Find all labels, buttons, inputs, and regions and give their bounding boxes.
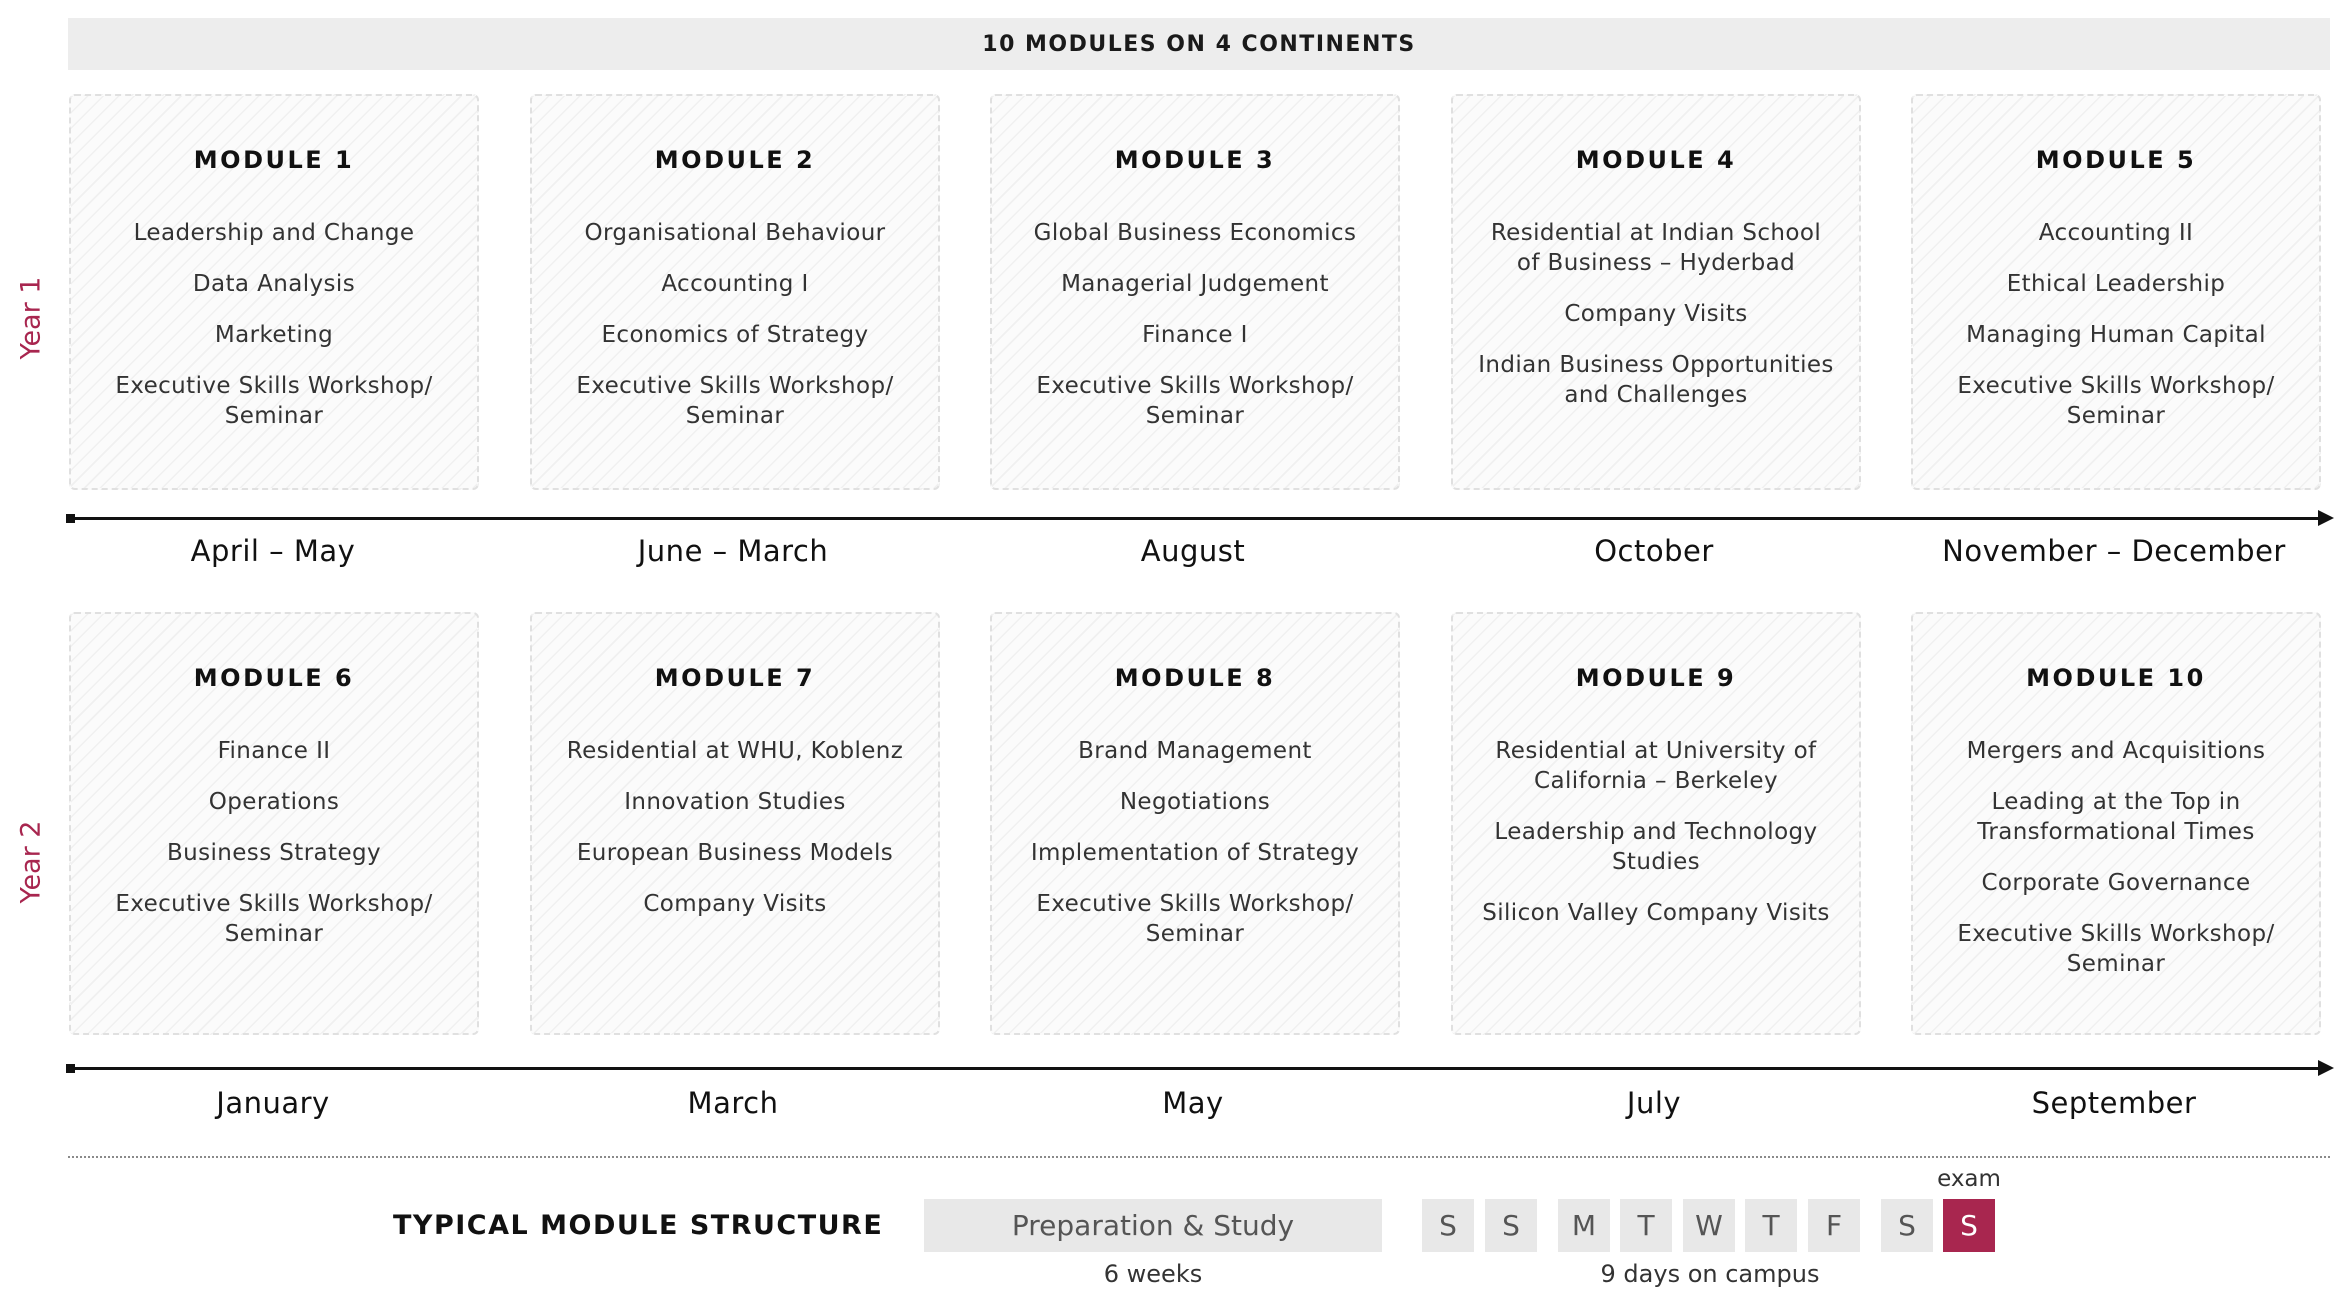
- page-banner: 10 MODULES ON 4 CONTINENTS: [68, 18, 2330, 70]
- module-course: Executive Skills Workshop/ Seminar: [115, 891, 433, 947]
- preparation-bar: Preparation & Study: [924, 1199, 1382, 1252]
- module-course: Leadership and Change: [133, 220, 415, 246]
- module-course: Innovation Studies: [624, 789, 846, 815]
- module-title: MODULE 6: [193, 664, 355, 692]
- module-course: Operations: [208, 789, 340, 815]
- timeline-month-label: October: [1594, 534, 1714, 568]
- module-course: Residential at WHU, Koblenz: [566, 738, 904, 764]
- timeline-month-label: April – May: [190, 534, 356, 568]
- timeline-month-label: September: [2031, 1086, 2197, 1120]
- module-course: Executive Skills Workshop/ Seminar: [1036, 891, 1354, 947]
- timeline-month-label: November – December: [1942, 534, 2286, 568]
- campus-day-box: S: [1422, 1199, 1474, 1252]
- module-course: Company Visits: [643, 891, 827, 917]
- module-course: Executive Skills Workshop/ Seminar: [115, 373, 433, 429]
- section-divider: [68, 1156, 2330, 1158]
- module-title: MODULE 3: [1114, 146, 1276, 174]
- campus-day-box: F: [1808, 1199, 1860, 1252]
- module-course: Leading at the Top in Transformational Times: [1977, 789, 2255, 845]
- structure-title: TYPICAL MODULE STRUCTURE: [393, 1210, 884, 1241]
- campus-day-box: W: [1683, 1199, 1735, 1252]
- timeline-month-label: January: [216, 1086, 330, 1120]
- campus-duration: 9 days on campus: [1600, 1260, 1820, 1288]
- module-course: Organisational Behaviour: [584, 220, 886, 246]
- module-course: Economics of Strategy: [601, 322, 869, 348]
- module-card-1: [69, 94, 479, 490]
- module-course: Residential at Indian School of Business – Hyderbad: [1490, 220, 1822, 276]
- module-course-list: [1453, 218, 1859, 410]
- module-course-list: [532, 736, 938, 919]
- module-title: MODULE 8: [1114, 664, 1276, 692]
- module-course: Accounting I: [661, 271, 809, 297]
- module-course: Global Business Economics: [1033, 220, 1357, 246]
- module-title: MODULE 5: [2035, 146, 2197, 174]
- module-card-6: [69, 612, 479, 1035]
- module-card-4: [1451, 94, 1861, 490]
- exam-label: exam: [1937, 1166, 2001, 1192]
- module-course: Finance I: [1142, 322, 1248, 348]
- module-course-list: [1913, 736, 2319, 979]
- module-card-9: [1451, 612, 1861, 1035]
- module-course: Managerial Judgement: [1061, 271, 1329, 297]
- module-course-list: [532, 218, 938, 431]
- module-course: Silicon Valley Company Visits: [1482, 900, 1830, 926]
- timeline-month-label: May: [1162, 1086, 1224, 1120]
- module-course: Indian Business Opportunities and Challenges: [1478, 352, 1834, 408]
- module-course: Executive Skills Workshop/ Seminar: [1957, 921, 2275, 977]
- module-course: Executive Skills Workshop/ Seminar: [576, 373, 894, 429]
- timeline-month-label: June – March: [637, 534, 829, 568]
- module-title: MODULE 4: [1575, 146, 1737, 174]
- module-course: Brand Management: [1078, 738, 1312, 764]
- module-course: Business Strategy: [166, 840, 382, 866]
- module-course: Implementation of Strategy: [1030, 840, 1360, 866]
- campus-day-box: S: [1881, 1199, 1933, 1252]
- module-course: Accounting II: [2038, 220, 2194, 246]
- year-1-label: Year 1: [15, 276, 47, 360]
- module-course: Negotiations: [1119, 789, 1271, 815]
- module-course: Leadership and Technology Studies: [1494, 819, 1818, 875]
- module-course-list: [992, 736, 1398, 949]
- module-title: MODULE 7: [654, 664, 816, 692]
- year-2-label: Year 2: [15, 820, 47, 904]
- module-card-10: [1911, 612, 2321, 1035]
- module-course-list: [992, 218, 1398, 431]
- module-card-5: [1911, 94, 2321, 490]
- module-course: Executive Skills Workshop/ Seminar: [1957, 373, 2275, 429]
- module-course: Executive Skills Workshop/ Seminar: [1036, 373, 1354, 429]
- module-course: Data Analysis: [192, 271, 356, 297]
- module-card-2: [530, 94, 940, 490]
- module-course: Finance II: [217, 738, 331, 764]
- timeline-axis-year-1: [68, 517, 2330, 520]
- module-course: European Business Models: [576, 840, 894, 866]
- exam-day-box: S: [1943, 1199, 1995, 1252]
- module-title: MODULE 2: [654, 146, 816, 174]
- module-card-7: [530, 612, 940, 1035]
- module-card-8: [990, 612, 1400, 1035]
- module-course: Corporate Governance: [1981, 870, 2251, 896]
- module-course: Mergers and Acquisitions: [1966, 738, 2266, 764]
- module-card-3: [990, 94, 1400, 490]
- module-course: Ethical Leadership: [2006, 271, 2226, 297]
- timeline-month-label: March: [687, 1086, 779, 1120]
- campus-day-box: M: [1558, 1199, 1610, 1252]
- module-course-list: [1453, 736, 1859, 928]
- module-course-list: [1913, 218, 2319, 431]
- campus-day-box: T: [1745, 1199, 1797, 1252]
- timeline-axis-year-2: [68, 1067, 2330, 1070]
- module-course-list: [71, 218, 477, 431]
- module-course-list: [71, 736, 477, 949]
- campus-day-box: S: [1485, 1199, 1537, 1252]
- module-course: Marketing: [214, 322, 334, 348]
- module-course: Managing Human Capital: [1966, 322, 2266, 348]
- module-title: MODULE 1: [193, 146, 355, 174]
- timeline-month-label: August: [1140, 534, 1246, 568]
- module-course: Residential at University of California – Berkeley: [1495, 738, 1817, 794]
- preparation-duration: 6 weeks: [1103, 1260, 1203, 1288]
- timeline-month-label: July: [1626, 1086, 1682, 1120]
- campus-day-box: T: [1620, 1199, 1672, 1252]
- module-title: MODULE 9: [1575, 664, 1737, 692]
- module-title: MODULE 10: [2026, 664, 2206, 692]
- module-course: Company Visits: [1564, 301, 1748, 327]
